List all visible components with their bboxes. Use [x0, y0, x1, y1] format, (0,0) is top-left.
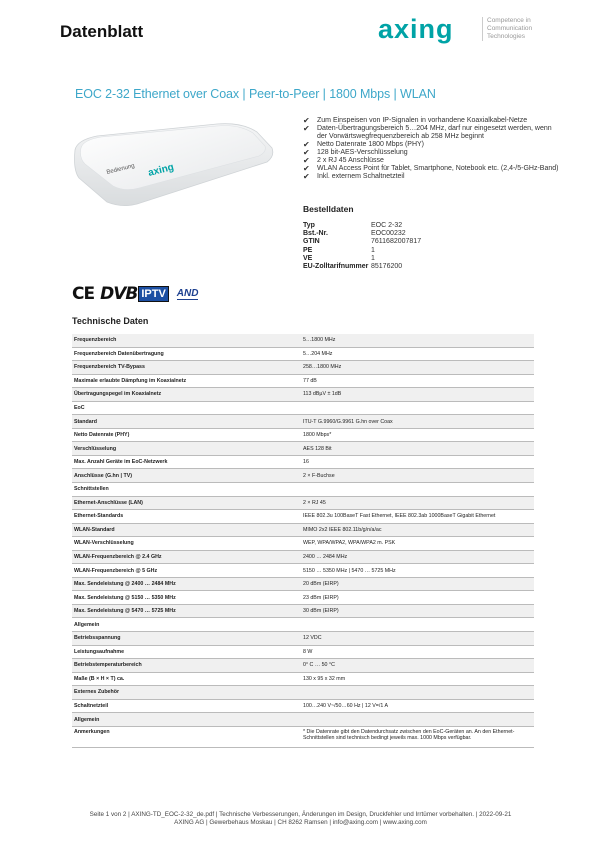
- spec-key: Leistungsaufnahme: [72, 645, 301, 659]
- feature-item: ✔ Inkl. externem Schaltnetzteil: [303, 173, 563, 181]
- spec-value: 2 × F-Buchse: [301, 469, 534, 483]
- table-row: [72, 496, 534, 510]
- table-row: [72, 428, 534, 442]
- feature-item: ✔ 2 x RJ 45 Anschlüsse: [303, 157, 563, 165]
- order-row: [303, 263, 421, 271]
- order-key: PE: [303, 246, 313, 254]
- spec-key: Maße (B × H × T) ca.: [72, 672, 301, 686]
- order-value: 7611682007817: [371, 238, 422, 246]
- table-row: [72, 632, 534, 646]
- table-row: [72, 469, 534, 483]
- table-row: [72, 618, 534, 632]
- spec-key: Verschlüsselung: [72, 442, 301, 456]
- spec-value: 113 dBµV ± 1dB: [301, 388, 534, 402]
- footer-line: Seite 1 von 2 | AXING-TD_EOC-2-32_de.pdf | Technische Verbesserungen, Änderungen im Design, Druckfehler und Irrtümer vorbehalten. | 2022-09-21: [89, 811, 512, 818]
- spec-value: 8 W: [301, 645, 534, 659]
- table-row: [72, 388, 534, 402]
- order-row: [303, 222, 421, 230]
- table-row: [72, 334, 534, 347]
- spec-key: Frequenzbereich: [72, 334, 301, 347]
- spec-value: IEEE 802.3u 100BaseT Fast Ethernet, IEEE 802.3ab 1000BaseT Gigabit Ethernet: [301, 510, 534, 524]
- order-heading: Bestelldaten: [303, 204, 354, 214]
- spec-key: Netto Datenrate (PHY): [72, 428, 301, 442]
- product-subtitle: EOC 2-32 Ethernet over Coax | Peer-to-Peer | 1800 Mbps | WLAN: [75, 87, 436, 101]
- table-row: [72, 361, 534, 375]
- spec-key: Ethernet-Standards: [72, 510, 301, 524]
- page-title: Datenblatt: [60, 22, 144, 41]
- footer: [0, 811, 601, 826]
- spec-key: Ethernet-Anschlüsse (LAN): [72, 496, 301, 510]
- spec-value: 77 dB: [301, 374, 534, 388]
- spec-key: WLAN-Standard: [72, 523, 301, 537]
- spec-key: Max. Sendeleistung @ 2400 … 2484 MHz: [72, 577, 301, 591]
- spec-key: Max. Sendeleistung @ 5470 … 5725 MHz: [72, 604, 301, 618]
- spec-key: Maximale erlaubte Dämpfung im Koaxialnetz: [72, 374, 301, 388]
- table-row: [72, 686, 534, 700]
- order-row: [303, 255, 421, 263]
- spec-value: AES 128 Bit: [301, 442, 534, 456]
- spec-value: 130 x 95 x 32 mm: [301, 672, 534, 686]
- spec-value: 1800 Mbps*: [301, 428, 534, 442]
- spec-key: WLAN-Verschlüsselung: [72, 537, 301, 551]
- spec-value: 2400 … 2484 MHz: [301, 550, 534, 564]
- order-row: [303, 238, 421, 246]
- table-row: [72, 550, 534, 564]
- spec-value: [301, 686, 534, 700]
- table-row: [72, 726, 534, 747]
- tech-table: [72, 334, 534, 748]
- ce-mark: CE: [72, 284, 95, 304]
- iptv-logo: IPTV: [138, 286, 168, 302]
- spec-key: Allgemein: [72, 618, 301, 632]
- order-row: [303, 247, 421, 255]
- spec-value: [301, 401, 534, 415]
- logo-tagline-line: Technologies: [487, 33, 525, 40]
- feature-item: ✔ Zum Einspeisen von IP-Signalen in vorhandene Koaxialkabel-Netze: [303, 117, 563, 125]
- spec-key: Max. Sendeleistung @ 5150 … 5350 MHz: [72, 591, 301, 605]
- spec-key: WLAN-Frequenzbereich @ 5 GHz: [72, 564, 301, 578]
- spec-key: Frequenzbereich TV-Bypass: [72, 361, 301, 375]
- order-value: 1: [371, 254, 375, 262]
- spec-key: Anmerkungen: [72, 726, 301, 747]
- spec-value: 5…204 MHz: [301, 347, 534, 361]
- table-row: [72, 577, 534, 591]
- table-row: [72, 537, 534, 551]
- order-row: [303, 230, 421, 238]
- spec-value: ITU-T G.9960/G.9961 G.hn over Coax: [301, 415, 534, 429]
- dvb-logo: DVB: [100, 284, 138, 304]
- product-label-brand: axing: [147, 161, 176, 179]
- table-row: [72, 455, 534, 469]
- axing-logo: [378, 14, 548, 46]
- order-value: 85176200: [371, 263, 403, 271]
- table-row: [72, 510, 534, 524]
- logo-wordmark: axing: [378, 14, 454, 44]
- spec-value: 23 dBm (EIRP): [301, 591, 534, 605]
- footer-line: AXING AG | Gewerbehaus Moskau | CH 8262 Ramsen | info@axing.com | www.axing.com: [174, 818, 427, 826]
- certification-logos: [72, 285, 198, 303]
- spec-value: 5150 … 5350 MHz | 5470 … 5725 MHz: [301, 564, 534, 578]
- spec-key: Schaltnetzteil: [72, 699, 301, 713]
- product-label-left: Bedienung: [106, 163, 136, 176]
- product-image: [67, 118, 277, 210]
- spec-value: 258…1800 MHz: [301, 361, 534, 375]
- spec-value: 100…240 V~/50…60 Hz | 12 V=/1 A: [301, 699, 534, 713]
- table-row: [72, 672, 534, 686]
- logo-tagline: [482, 17, 532, 41]
- order-key: Bst.-Nr.: [303, 230, 328, 238]
- spec-key: Frequenzbereich Datenübertragung: [72, 347, 301, 361]
- table-row: [72, 713, 534, 727]
- logo-tagline-line: Communication: [487, 25, 533, 32]
- order-value: EOC 2-32: [371, 222, 403, 229]
- spec-value: [301, 618, 534, 632]
- spec-value: 12 VDC: [301, 632, 534, 646]
- tech-heading: Technische Daten: [72, 316, 149, 326]
- feature-item: ✔ 128 bit-AES-Verschlüsselung: [303, 149, 563, 157]
- spec-value: [301, 483, 534, 497]
- spec-key: Schnittstellen: [72, 483, 301, 497]
- spec-key: EoC: [72, 401, 301, 415]
- spec-value: 20 dBm (EIRP): [301, 577, 534, 591]
- order-value: 1: [371, 246, 375, 254]
- spec-value: * Die Datenrate gibt den Datendurchsatz zwischen den EoC-Geräten an. An den Ethernet-Schnittstellen sind technisch bedingt jeweils max. 1000 Mbps verfügbar.: [301, 726, 534, 747]
- table-row: [72, 374, 534, 388]
- table-row: [72, 347, 534, 361]
- spec-key: Anschlüsse (G.hn | TV): [72, 469, 301, 483]
- feature-item: ✔ WLAN Access Point für Tablet, Smartphone, Notebook etc. (2,4-/5-GHz-Band): [303, 165, 563, 173]
- table-row: [72, 442, 534, 456]
- spec-key: WLAN-Frequenzbereich @ 2.4 GHz: [72, 550, 301, 564]
- and-logo: AND: [176, 288, 199, 299]
- table-row: [72, 401, 534, 415]
- order-value: EOC00232: [371, 230, 406, 238]
- table-row: [72, 699, 534, 713]
- spec-key: Übertragungspegel im Koaxialnetz: [72, 388, 301, 402]
- order-key: VE: [303, 254, 313, 262]
- spec-key: Standard: [72, 415, 301, 429]
- feature-item: ✔ Netto Datenrate 1800 Mbps (PHY): [303, 141, 563, 149]
- spec-value: 0° C … 50 °C: [301, 659, 534, 673]
- table-row: [72, 564, 534, 578]
- table-row: [72, 604, 534, 618]
- spec-value: 2 × RJ 45: [301, 496, 534, 510]
- spec-value: WEP, WPA/WPA2, WPA/WPA2 m. PSK: [301, 537, 534, 551]
- spec-key: Externes Zubehör: [72, 686, 301, 700]
- spec-key: Betriebsspannung: [72, 632, 301, 646]
- spec-key: Betriebstemperaturbereich: [72, 659, 301, 673]
- table-row: [72, 591, 534, 605]
- feature-item: ✔ Daten-Übertragungsbereich 5…204 MHz, darf nur eingesetzt werden, wenn der Vorwärtswegfrequenzbereich ab 258 MHz beginnt: [303, 125, 563, 141]
- spec-key: Max. Anzahl Geräte im EoC-Netzwerk: [72, 455, 301, 469]
- order-key: EU-Zolltarifnummer: [303, 263, 369, 271]
- order-data: [303, 222, 421, 271]
- spec-key: Allgemein: [72, 713, 301, 727]
- logo-tagline-line: Competence in: [487, 17, 531, 24]
- spec-value: 16: [301, 455, 534, 469]
- feature-list: [303, 117, 563, 181]
- spec-value: MIMO 2x2 IEEE 802.11b/g/n/a/ac: [301, 523, 534, 537]
- table-row: [72, 483, 534, 497]
- table-row: [72, 659, 534, 673]
- spec-value: 5…1800 MHz: [301, 334, 534, 347]
- spec-value: [301, 713, 534, 727]
- table-row: [72, 645, 534, 659]
- table-row: [72, 523, 534, 537]
- table-row: [72, 415, 534, 429]
- order-key: Typ: [303, 222, 315, 229]
- order-key: GTIN: [303, 238, 320, 246]
- spec-value: 30 dBm (EIRP): [301, 604, 534, 618]
